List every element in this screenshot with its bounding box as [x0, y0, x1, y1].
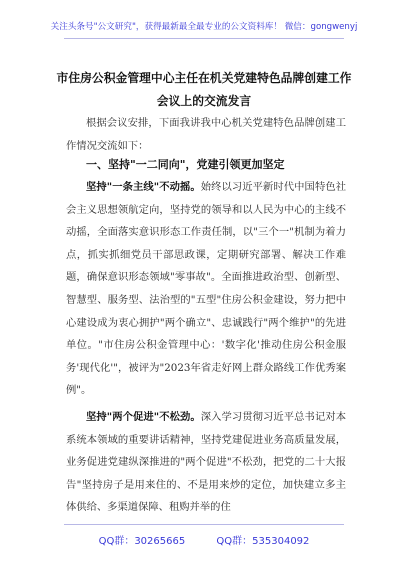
header-promo-note: 关注头条号"公文研究"，获得最新最全最专业的公文资料库！ 微信：gongwenyj — [50, 22, 358, 32]
document-title-line-2: 会议上的交流发言 — [156, 94, 252, 108]
footer-qq-group-2: QQ群：535304092 — [216, 536, 310, 547]
paragraph-1-lead: 坚持"一条主线"不动摇。 — [86, 181, 201, 193]
footer-divider — [64, 524, 344, 525]
paragraph-1-body: 始终以习近平新时代中国特色社会主义思想领航定向，坚持党的领导和以人民为中心的主线不动摇，全面落实意识形态工作责任制，以"三个一"机制为着力点，抓实抓细党员干部思政课，定期研究部署、解决工作难题，确保意识形态领域"零事故"。全面推进政治型、创新型、智慧型、服务型、法治型的"五型"住房公积金建设，努力把中心建设成为衷心拥护"两个确立"、忠诚践行"两个维护"的先进单位。"市住房公积金管理中心：'数字化'推动住房公积金服务'现代化'"，被评为"2023年省走好网上群众路线工作优秀案例"。 — [66, 181, 347, 397]
header-divider — [64, 38, 344, 39]
paragraph-2-body: 深入学习贯彻习近平总书记对本系统本领域的重要讲话精神，坚持党建促进业务高质量发展，业务促进党建纵深推进的"两个促进"不松劲，把党的二十大报告"坚持房子是用来住的、不是用来炒的定位，加快建立多主体供给、多渠道保障、租购并举的住 — [66, 411, 347, 514]
intro-paragraph: 根据会议安排，下面我讲我中心机关党建特色品牌创建工作情况交流如下： — [66, 117, 346, 152]
paragraph-1 — [66, 176, 346, 402]
footer-qq-group-1: QQ群：30265665 — [98, 536, 186, 547]
footer-qq-groups — [0, 532, 408, 547]
section-1-heading: 一、坚持"一二同向"，党建引领更加坚定 — [86, 158, 285, 171]
paragraph-2-lead: 坚持"两个促进"不松劲。 — [86, 411, 201, 423]
document-title-line-1: 市住房公积金管理中心主任在机关党建特色品牌创建工作 — [56, 71, 352, 85]
paragraph-2 — [66, 406, 346, 519]
